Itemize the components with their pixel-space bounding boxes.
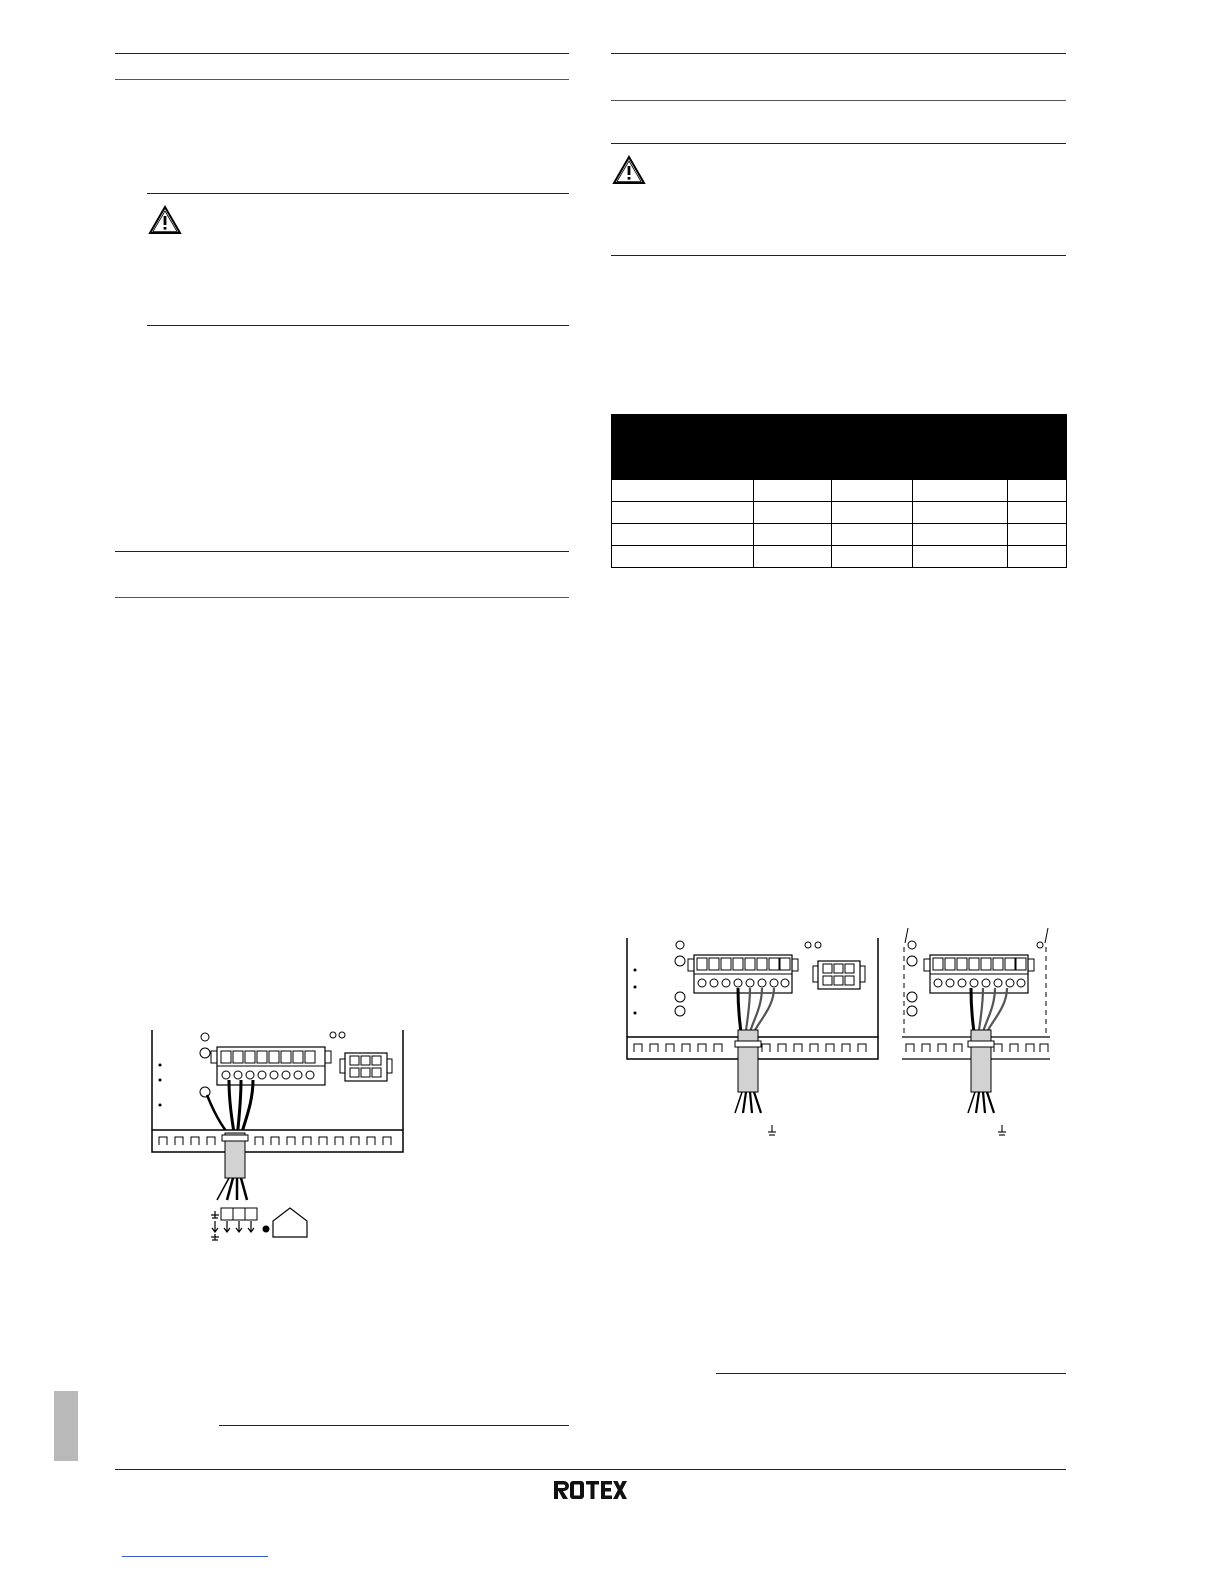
right-bottom-short-rule: [716, 1373, 1066, 1374]
table-header-cell: [1008, 415, 1067, 480]
right-second-rule: [611, 100, 1066, 101]
table-cell: [913, 480, 1008, 502]
table-cell: [612, 480, 754, 502]
chapter-tab-marker: [54, 1391, 78, 1461]
table-cell: [612, 524, 754, 546]
left-warning-top-rule: [147, 193, 569, 194]
left-section-rule-1: [115, 551, 569, 552]
table-cell: [832, 524, 913, 546]
table-row: [612, 502, 1067, 524]
table-row: [612, 546, 1067, 568]
left-bottom-short-rule: [219, 1425, 569, 1426]
table-cell: [754, 502, 832, 524]
table-cell: [612, 502, 754, 524]
table-row: [612, 480, 1067, 502]
table-header-cell: [612, 415, 754, 480]
table-header-cell: [913, 415, 1008, 480]
table-cell: [754, 480, 832, 502]
table-cell: [913, 502, 1008, 524]
table-row: [612, 524, 1067, 546]
left-warning-bottom-rule: [147, 325, 569, 326]
table-cell: [754, 524, 832, 546]
table-cell: [1008, 502, 1067, 524]
warning-triangle-icon: [148, 205, 182, 235]
table-cell: [832, 546, 913, 568]
table-cell: [832, 502, 913, 524]
table-cell: [612, 546, 754, 568]
table-cell: [913, 546, 1008, 568]
left-second-rule: [115, 79, 569, 80]
right-warning-bottom-rule: [611, 255, 1066, 256]
specification-table: [611, 414, 1067, 568]
footer-link-underline[interactable]: [122, 1556, 268, 1557]
right-wiring-figure-b: [900, 925, 1056, 1140]
left-section-rule-2: [115, 597, 569, 598]
right-top-rule: [611, 53, 1066, 54]
table-cell: [1008, 524, 1067, 546]
warning-triangle-icon: [612, 155, 646, 185]
left-wiring-figure: [145, 1025, 410, 1250]
table-cell: [754, 546, 832, 568]
right-warning-top-rule: [611, 143, 1066, 144]
table-header-cell: [832, 415, 913, 480]
table-header-cell: [754, 415, 832, 480]
table-cell: [1008, 546, 1067, 568]
brand-logo: [553, 1479, 627, 1501]
table-cell: [832, 480, 913, 502]
table-header-row: [612, 415, 1067, 480]
footer-rule: [115, 1469, 1066, 1470]
left-top-rule: [115, 53, 569, 54]
table-cell: [1008, 480, 1067, 502]
right-wiring-figure-a: [622, 935, 884, 1140]
table-cell: [913, 524, 1008, 546]
